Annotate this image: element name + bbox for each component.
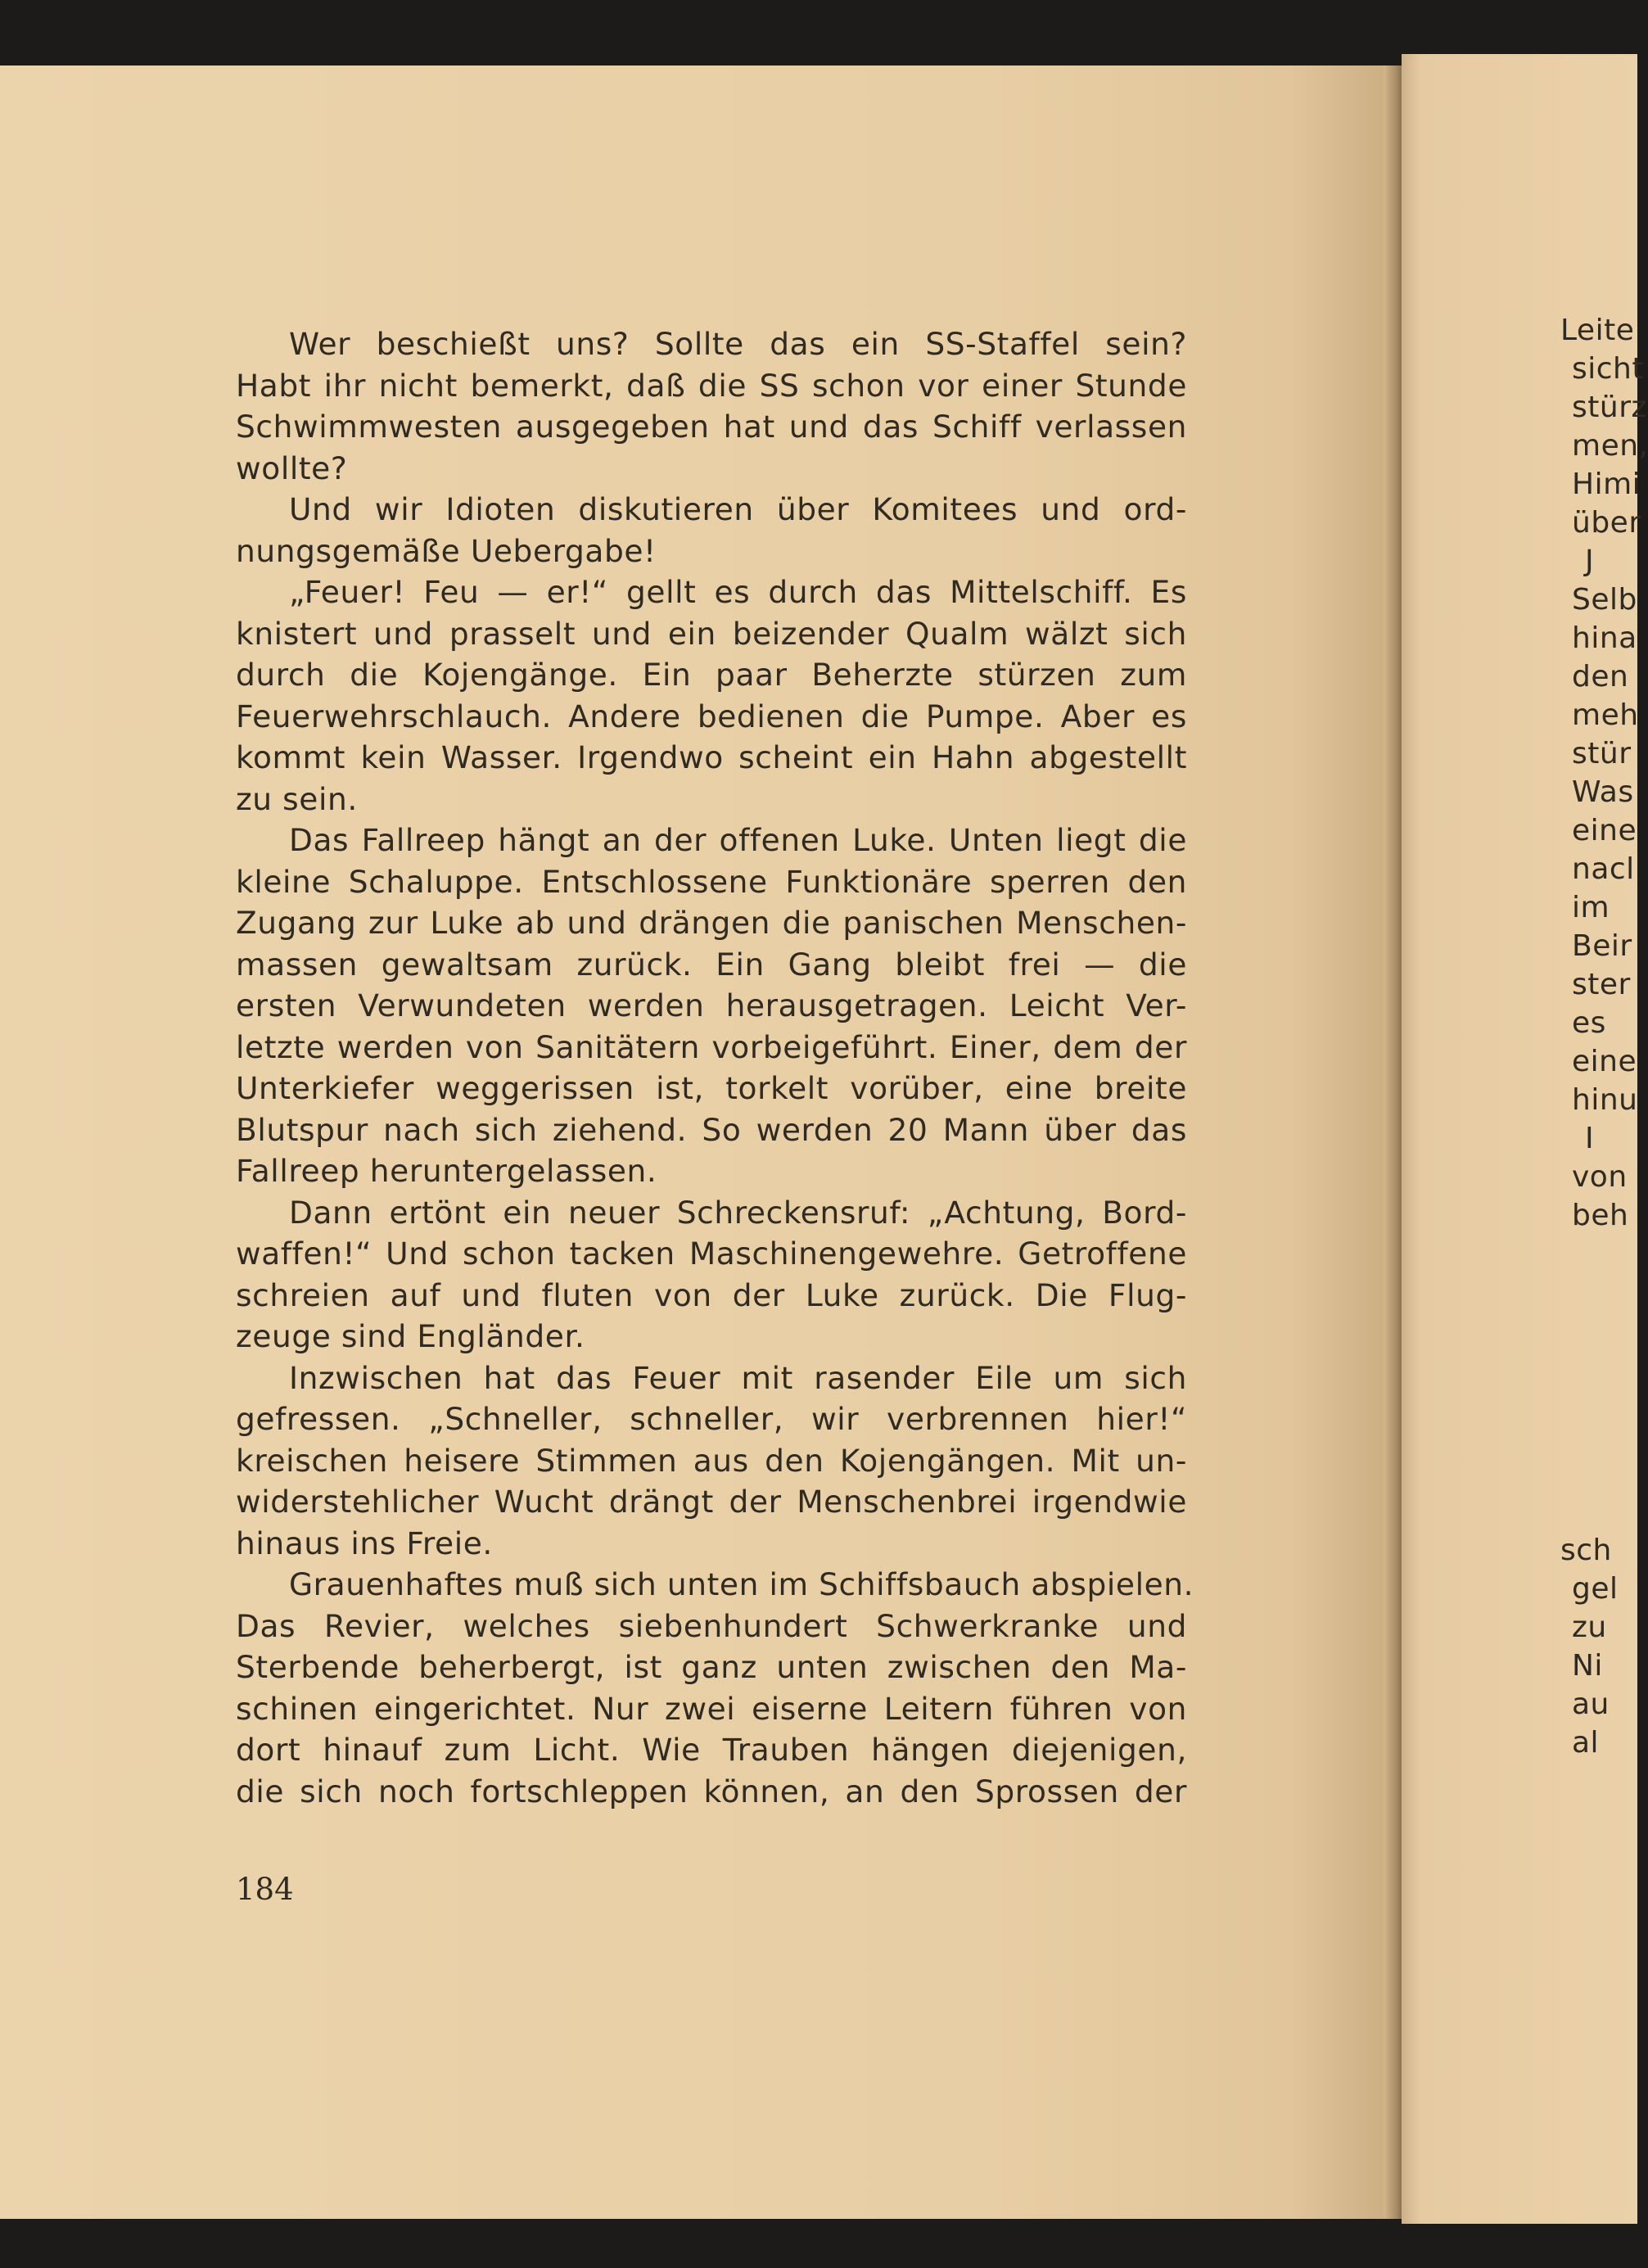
right-page-fragment: zu (1572, 1611, 1607, 1644)
right-page-fragment: Selb (1572, 583, 1637, 617)
right-page-fragment: J (1585, 544, 1595, 578)
text-line: hinaus ins Freie. (236, 1525, 493, 1561)
text-line: zu sein. (236, 780, 358, 817)
right-page-fragment: ster (1572, 968, 1631, 1001)
right-page-fragment: Beir (1572, 929, 1632, 963)
right-page-fragment: stürz (1572, 391, 1647, 424)
text-line: widerstehlicher Wucht drängt der Menschenbrei irgendwie (236, 1484, 1187, 1520)
right-page-text-lower (1560, 1531, 1637, 1762)
right-page-fragment: al (1572, 1726, 1600, 1760)
text-line: waffen!“ Und schon tacken Maschinengewehre. Getroffene (236, 1236, 1187, 1272)
text-line: Das Revier, welches siebenhundert Schwerkranke und (236, 1607, 1187, 1644)
text-line: Zugang zur Luke ab und drängen die panischen Menschen- (236, 905, 1187, 941)
right-page-fragment: nacl (1572, 852, 1635, 886)
right-page-fragment: men, (1572, 429, 1648, 463)
text-line: kreischen heisere Stimmen aus den Kojengängen. Mit un- (236, 1442, 1187, 1479)
text-line: Feuerwehrschlauch. Andere bedienen die Pumpe. Aber es (236, 698, 1187, 734)
text-line: Und wir Idioten diskutieren über Komitees und ord- (289, 491, 1187, 527)
right-page-fragment: I (1585, 1122, 1595, 1155)
text-line: Grauenhaftes muß sich unten im Schiffsbauch abspielen. (289, 1566, 1194, 1602)
text-line: Wer beschießt uns? Sollte das ein SS-Staffel sein? (289, 326, 1187, 362)
right-page-fragment: beh (1572, 1199, 1629, 1232)
text-line: Fallreep heruntergelassen. (236, 1153, 657, 1189)
left-page-text (236, 323, 1194, 1812)
right-page-fragment: stür (1572, 737, 1632, 770)
text-line: kommt kein Wasser. Irgendwo scheint ein Hahn abgestellt (236, 739, 1187, 775)
text-line: Inzwischen hat das Feuer mit rasender Eile um sich (289, 1359, 1187, 1396)
text-line: wollte? (236, 450, 348, 486)
text-line: Das Fallreep hängt an der offenen Luke. Unten liegt die (289, 822, 1187, 858)
text-line: die sich noch fortschleppen können, an den Sprossen der (236, 1773, 1187, 1809)
text-line: Sterbende beherbergt, ist ganz unten zwischen den Ma- (236, 1649, 1187, 1685)
text-line: Unterkiefer weggerissen ist, torkelt vorüber, eine breite (236, 1070, 1187, 1106)
right-page-fragment: hinu (1572, 1083, 1638, 1117)
right-page-fragment: Was (1572, 775, 1634, 809)
right-page-fragment: eine (1572, 1045, 1637, 1078)
right-page-fragment: den (1572, 660, 1629, 694)
text-line: kleine Schaluppe. Entschlossene Funktionäre sperren den (236, 863, 1187, 900)
right-page-fragment: hina (1572, 621, 1637, 655)
text-line: Dann ertönt ein neuer Schreckensruf: „Achtung, Bord- (289, 1194, 1187, 1231)
text-line: Habt ihr nicht bemerkt, daß die SS schon vor einer Stunde (236, 367, 1187, 404)
right-page-fragment: eine (1572, 814, 1637, 847)
right-page-text-upper (1560, 311, 1648, 1235)
text-line: massen gewaltsam zurück. Ein Gang bleibt frei — die (236, 946, 1187, 983)
text-line: Blutspur nach sich ziehend. So werden 20 Mann über das (236, 1111, 1187, 1148)
text-line: letzte werden von Sanitätern vorbeigeführt. Einer, dem der (236, 1028, 1187, 1065)
text-line: schinen eingerichtet. Nur zwei eiserne Leitern führen von (236, 1690, 1187, 1727)
right-page-fragment: über (1572, 506, 1641, 540)
right-page-fragment: im (1572, 891, 1610, 924)
right-page-fragment: gel (1572, 1572, 1619, 1606)
text-line: gefressen. „Schneller, schneller, wir verbrennen hier!“ (236, 1401, 1187, 1437)
page-number: 184 (236, 1872, 294, 1907)
right-page-fragment: von (1572, 1160, 1628, 1194)
right-page-fragment: sch (1560, 1534, 1612, 1567)
text-line: schreien auf und fluten von der Luke zurück. Die Flug- (236, 1276, 1187, 1313)
right-page-fragment: meh (1572, 698, 1639, 732)
text-line: Schwimmwesten ausgegeben hat und das Schiff verlassen (236, 409, 1187, 445)
text-line: zeuge sind Engländer. (236, 1318, 585, 1354)
text-line: knistert und prasselt und ein beizender Qualm wälzt sich (236, 615, 1187, 652)
text-line: dort hinauf zum Licht. Wie Trauben hängen diejenigen, (236, 1732, 1187, 1768)
right-page-fragment: es (1572, 1006, 1606, 1040)
text-line: ersten Verwundeten werden herausgetragen. Leicht Ver- (236, 987, 1187, 1023)
text-line: durch die Kojengänge. Ein paar Beherzte stürzen zum (236, 657, 1187, 693)
text-line: „Feuer! Feu — er!“ gellt es durch das Mittelschiff. Es (289, 574, 1187, 610)
right-page-fragment: Ni (1572, 1649, 1603, 1683)
right-page-fragment: au (1572, 1687, 1610, 1721)
right-page-fragment: Leite (1560, 314, 1635, 347)
right-page-fragment: sicht (1572, 352, 1644, 386)
right-page-fragment: Himi (1572, 468, 1641, 501)
text-line: nungsgemäße Uebergabe! (236, 532, 657, 569)
